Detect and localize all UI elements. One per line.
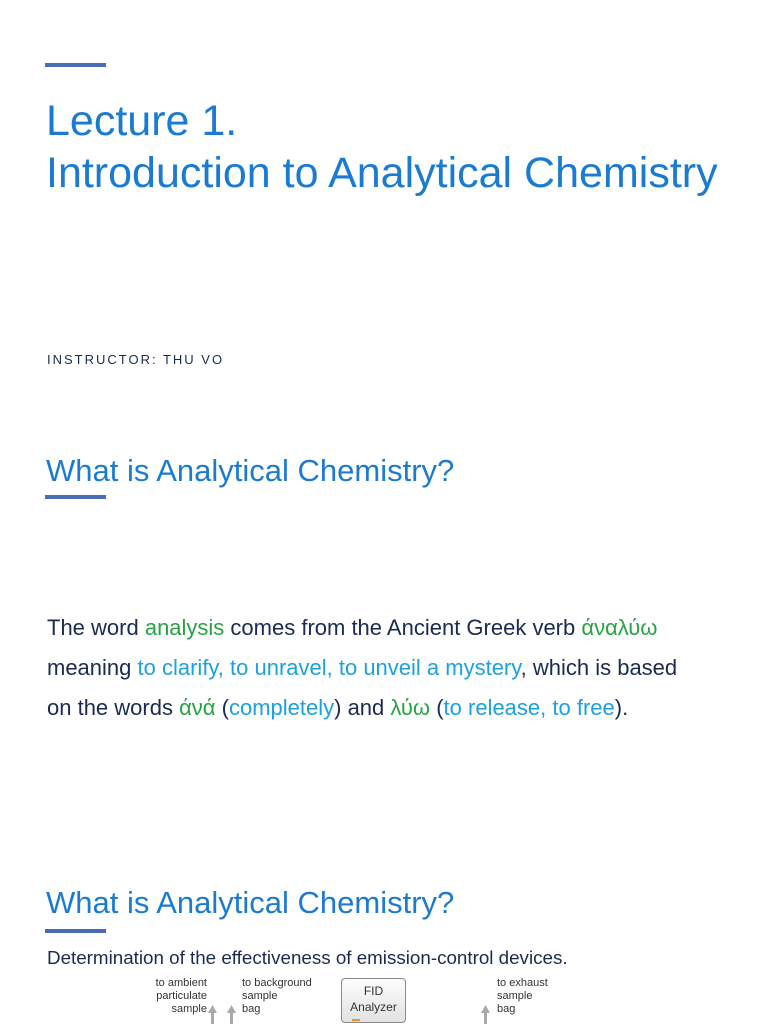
analyzer-label-line: Analyzer (350, 1000, 397, 1014)
greek-verb: άναλύω (581, 615, 658, 640)
arrow-up-icon (481, 1005, 490, 1024)
paragraph-text: ). (614, 695, 629, 720)
paragraph-text: ) and (334, 695, 391, 720)
arrow-up-icon (227, 1005, 236, 1024)
greek-term-lyo: λύω (390, 695, 431, 720)
etymology-paragraph (47, 608, 677, 728)
arrow-up-icon (208, 1005, 217, 1024)
paragraph-text: The word (47, 615, 145, 640)
meaning-release: to release, to free (443, 695, 615, 720)
diagram-label-line: sample (497, 990, 533, 1002)
connector-line (352, 1019, 360, 1021)
title-line-1: Lecture 1. (46, 97, 238, 145)
diagram-label-line: sample (171, 1003, 207, 1015)
fid-analyzer-box (341, 978, 406, 1023)
meaning-clarify: to clarify, to unravel, to unveil a mystery (137, 655, 521, 680)
paragraph-line (47, 648, 677, 688)
diagram-label-line: to ambient (155, 977, 207, 989)
diagram-label-background (242, 977, 312, 1016)
accent-bar (45, 495, 106, 499)
instructor-label: INSTRUCTOR: THU VO (47, 352, 225, 367)
diagram-label-line: to exhaust (497, 977, 548, 989)
greek-term-ana: άνά (179, 695, 216, 720)
analyzer-label-line: FID (363, 984, 384, 998)
term-analysis: analysis (144, 615, 225, 640)
accent-bar (45, 929, 106, 933)
section-heading: What is Analytical Chemistry? (46, 453, 455, 488)
meaning-completely: completely (228, 695, 335, 720)
diagram-label-line: sample (242, 990, 278, 1002)
accent-bar (45, 63, 106, 67)
section-heading: What is Analytical Chemistry? (46, 885, 455, 920)
paragraph-text: , which is based (520, 655, 678, 680)
diagram-label-line: bag (242, 1003, 261, 1015)
lecture-title (46, 95, 718, 199)
paragraph-text: ( (430, 695, 444, 720)
diagram-label-ambient (140, 977, 207, 1016)
diagram-label-line: bag (497, 1003, 516, 1015)
title-line-2: Introduction to Analytical Chemistry (46, 149, 718, 197)
diagram-label-exhaust (497, 977, 548, 1016)
slide-description: Determination of the effectiveness of emission-control devices. (47, 947, 568, 968)
diagram-label-line: to background (242, 977, 312, 989)
paragraph-line (47, 608, 677, 648)
diagram-label-line: particulate (156, 990, 207, 1002)
paragraph-text: ( (215, 695, 229, 720)
paragraph-text: on the words (47, 695, 180, 720)
paragraph-text: meaning (47, 655, 138, 680)
paragraph-line (47, 688, 677, 728)
paragraph-text: comes from the Ancient Greek verb (224, 615, 582, 640)
